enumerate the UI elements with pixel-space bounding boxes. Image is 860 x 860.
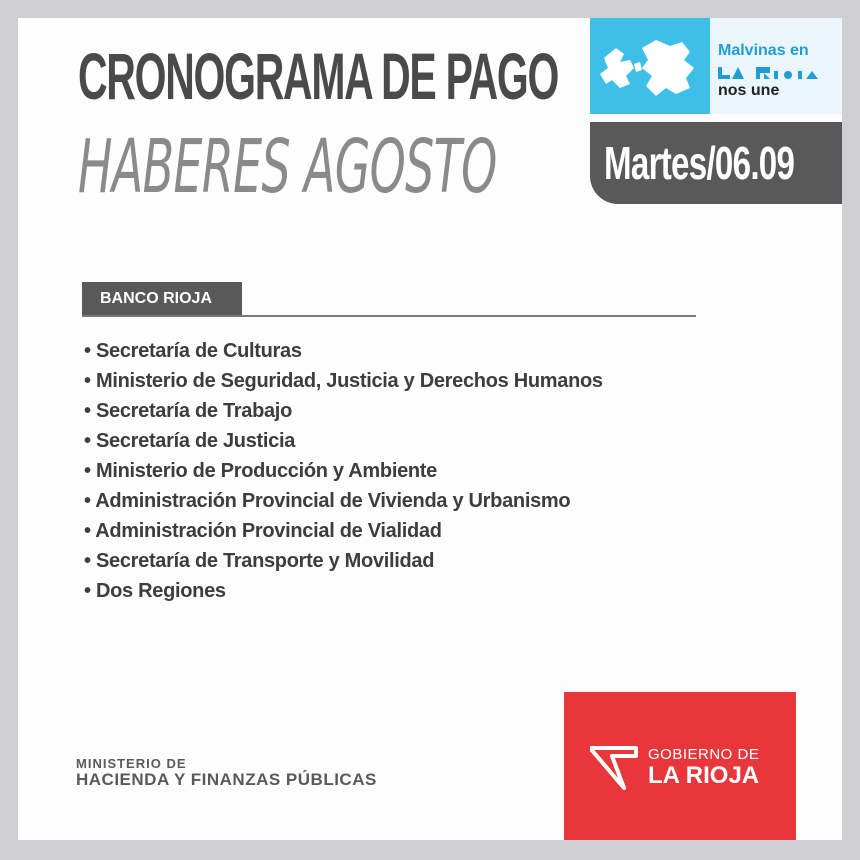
agency-list — [84, 336, 603, 606]
la-rioja-brand-logo — [718, 65, 828, 79]
list-item: • Dos Regiones — [84, 580, 226, 602]
section-divider — [82, 315, 696, 317]
list-item: • Ministerio de Seguridad, Justicia y Derechos Humanos — [84, 370, 603, 392]
government-line-2: LA RIOJA — [648, 762, 760, 789]
list-item: • Secretaría de Transporte y Movilidad — [84, 550, 435, 572]
ministry-line-1: MINISTERIO DE — [76, 756, 187, 771]
campaign-line-1: Malvinas en — [718, 42, 809, 59]
list-item: • Secretaría de Culturas — [84, 340, 302, 362]
list-item: • Ministerio de Producción y Ambiente — [84, 460, 437, 482]
list-item: • Secretaría de Justicia — [84, 430, 296, 452]
ministry-line-2: HACIENDA Y FINANZAS PÚBLICAS — [76, 770, 377, 789]
list-item: • Administración Provincial de Vivienda y Urbanismo — [84, 490, 571, 512]
malvinas-campaign-badge — [590, 18, 842, 114]
government-logo — [564, 692, 796, 840]
list-item: • Secretaría de Trabajo — [84, 400, 292, 422]
list-item: • Administración Provincial de Vialidad — [84, 520, 442, 542]
date-badge — [590, 122, 842, 204]
government-line-1: GOBIERNO DE — [648, 746, 760, 763]
campaign-line-3: nos une — [718, 82, 780, 99]
payment-schedule-card — [18, 18, 842, 840]
la-rioja-emblem-icon — [590, 742, 642, 794]
bank-section-label: BANCO RIOJA — [82, 282, 242, 316]
islands-map-icon — [590, 18, 710, 114]
title-line-2: HABERES AGOSTO — [78, 124, 497, 210]
title-line-1: CRONOGRAMA DE PAGO — [78, 39, 559, 113]
date-text: Martes/06.09 — [604, 137, 795, 189]
